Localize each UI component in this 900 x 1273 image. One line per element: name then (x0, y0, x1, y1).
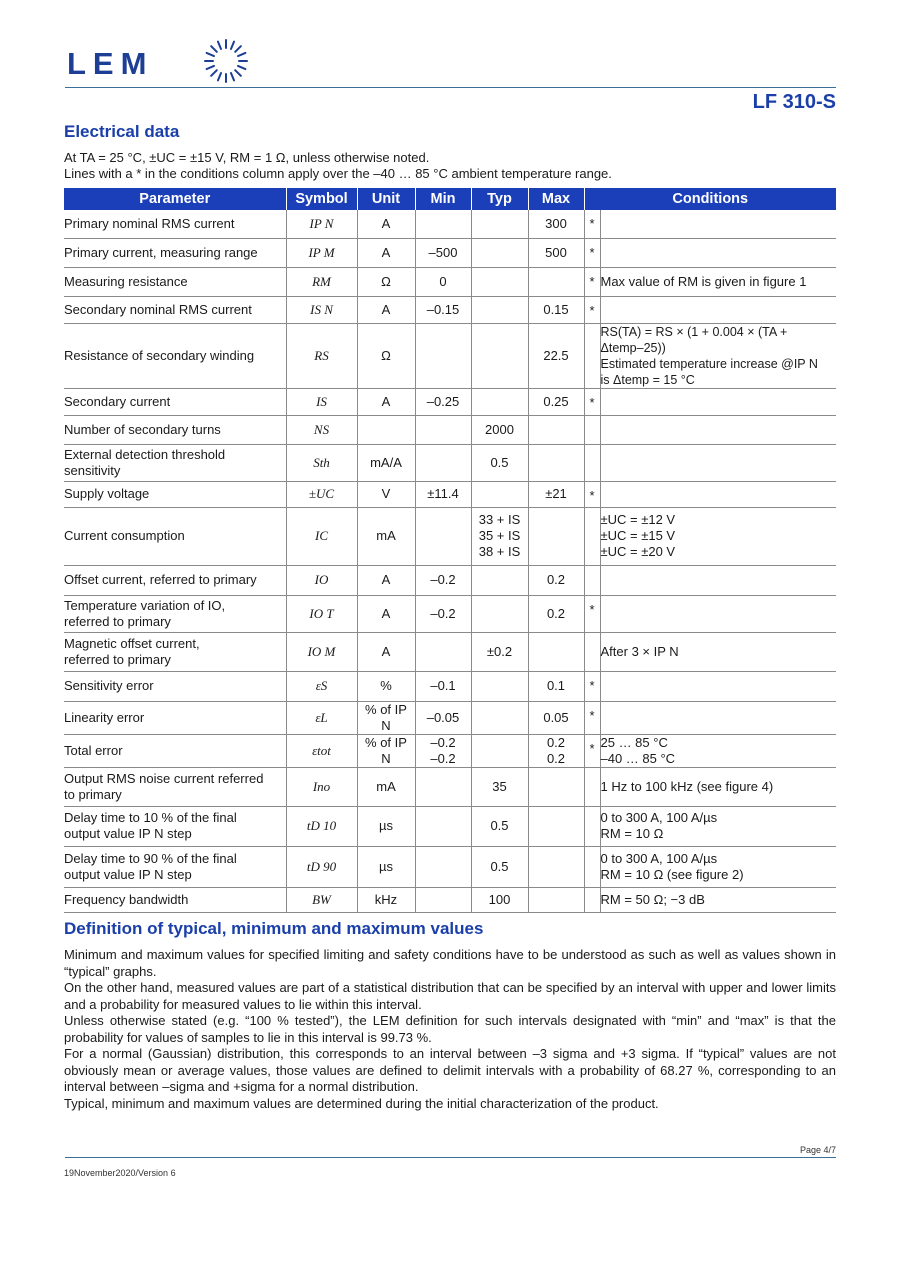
cell-parameter: Delay time to 10 % of the final output value IP N step (64, 806, 286, 846)
cell-max (528, 267, 584, 296)
cell-unit: mA/A (357, 444, 415, 481)
cell-typ: 100 (471, 887, 528, 912)
cell-symbol: NS (286, 415, 357, 444)
cell-max: 0.2 (528, 565, 584, 595)
cell-max: 0.1 (528, 671, 584, 701)
cell-min (415, 507, 471, 565)
table-row (64, 734, 836, 767)
cell-min: –0.2 (415, 595, 471, 632)
cell-min (415, 323, 471, 388)
cell-star: * (584, 388, 600, 415)
cell-unit: % (357, 671, 415, 701)
table-row (64, 887, 836, 912)
intro-line-1: At TA = 25 °C, ±UC = ±15 V, RM = 1 Ω, unless otherwise noted. (64, 150, 430, 165)
cell-star (584, 632, 600, 671)
cell-star: * (584, 595, 600, 632)
table-row (64, 846, 836, 887)
header-unit: Unit (357, 188, 415, 210)
table-row (64, 210, 836, 238)
cell-typ: 0.5 (471, 806, 528, 846)
table-row (64, 767, 836, 806)
cell-typ (471, 388, 528, 415)
cell-max: 22.5 (528, 323, 584, 388)
cell-conditions: ±UC = ±12 V ±UC = ±15 V ±UC = ±20 V (600, 507, 836, 565)
cell-typ (471, 296, 528, 323)
cell-min: –0.2 (415, 565, 471, 595)
table-row (64, 296, 836, 323)
cell-unit: µs (357, 806, 415, 846)
intro-text (64, 150, 612, 182)
sun-ray (235, 70, 241, 76)
electrical-data-table (64, 188, 836, 913)
cell-parameter: Current consumption (64, 507, 286, 565)
cell-unit: % of IP N (357, 734, 415, 767)
cell-min (415, 632, 471, 671)
cell-min (415, 846, 471, 887)
table-row (64, 701, 836, 734)
cell-min: –0.15 (415, 296, 471, 323)
cell-max: ±21 (528, 481, 584, 507)
cell-star (584, 767, 600, 806)
header-parameter: Parameter (64, 188, 286, 210)
cell-symbol: IP N (286, 210, 357, 238)
header-min: Min (415, 188, 471, 210)
cell-conditions (600, 701, 836, 734)
cell-min: –0.1 (415, 671, 471, 701)
definition-paragraph: Typical, minimum and maximum values are determined during the initial characterization of the product. (64, 1095, 659, 1111)
cell-conditions (600, 671, 836, 701)
cell-min (415, 210, 471, 238)
cell-min: –500 (415, 238, 471, 267)
cell-star: * (584, 734, 600, 767)
cell-typ (471, 238, 528, 267)
cell-unit: A (357, 210, 415, 238)
table-row (64, 565, 836, 595)
cell-typ (471, 323, 528, 388)
cell-parameter: Number of secondary turns (64, 415, 286, 444)
definition-paragraph: For a normal (Gaussian) distribution, this corresponds to an interval between –3 sigma and +3 sigma. If “typical” values are not obviously mean or average values, those values are defined to delimit intervals with a probability of 68.27 %, corresponding to an interval between –sigma and +sigma for a normal distribution. (64, 1046, 836, 1094)
cell-max: 500 (528, 238, 584, 267)
cell-symbol: BW (286, 887, 357, 912)
table-row (64, 632, 836, 671)
cell-parameter: Temperature variation of IO, referred to primary (64, 595, 286, 632)
sun-ray (218, 42, 221, 49)
cell-conditions: RS(TA) = RS × (1 + 0.004 × (TA + Δtemp–25)) Estimated temperature increase @IP N is Δtemp = 15 °C (600, 323, 836, 388)
sun-ray (211, 70, 217, 76)
cell-max (528, 415, 584, 444)
cell-star: * (584, 238, 600, 267)
cell-max (528, 507, 584, 565)
cell-min (415, 806, 471, 846)
cell-min (415, 444, 471, 481)
cell-max: 0.15 (528, 296, 584, 323)
header-conditions: Conditions (584, 188, 836, 210)
intro-line-2: Lines with a * in the conditions column apply over the –40 … 85 °C ambient temperature range. (64, 166, 612, 181)
sunburst-icon (203, 38, 249, 84)
cell-symbol: εtot (286, 734, 357, 767)
table-row (64, 444, 836, 481)
cell-star (584, 887, 600, 912)
cell-typ: 35 (471, 767, 528, 806)
cell-parameter: Secondary nominal RMS current (64, 296, 286, 323)
document-code: LF 310-S (752, 91, 836, 113)
cell-conditions (600, 210, 836, 238)
sun-ray (207, 66, 214, 69)
cell-min (415, 415, 471, 444)
cell-unit: kHz (357, 887, 415, 912)
cell-min: ±11.4 (415, 481, 471, 507)
cell-parameter: Measuring resistance (64, 267, 286, 296)
cell-star: * (584, 481, 600, 507)
cell-max (528, 887, 584, 912)
cell-parameter: Frequency bandwidth (64, 887, 286, 912)
cell-conditions (600, 296, 836, 323)
cell-star: * (584, 671, 600, 701)
cell-max (528, 444, 584, 481)
cell-star (584, 565, 600, 595)
cell-star: * (584, 296, 600, 323)
cell-unit: mA (357, 767, 415, 806)
cell-symbol: ±UC (286, 481, 357, 507)
cell-parameter: Offset current, referred to primary (64, 565, 286, 595)
cell-max: 0.25 (528, 388, 584, 415)
cell-max (528, 767, 584, 806)
sun-ray (211, 46, 217, 52)
cell-parameter: Delay time to 90 % of the final output value IP N step (64, 846, 286, 887)
cell-min (415, 767, 471, 806)
cell-parameter: Linearity error (64, 701, 286, 734)
cell-unit: Ω (357, 267, 415, 296)
header-typ: Typ (471, 188, 528, 210)
cell-symbol: tD 90 (286, 846, 357, 887)
cell-parameter: Magnetic offset current, referred to primary (64, 632, 286, 671)
cell-unit (357, 415, 415, 444)
cell-conditions: After 3 × IP N (600, 632, 836, 671)
table-body (64, 210, 836, 912)
cell-typ: ±0.2 (471, 632, 528, 671)
cell-symbol: IO (286, 565, 357, 595)
cell-unit: A (357, 595, 415, 632)
logo-wordmark: LEM (67, 46, 154, 81)
cell-unit: A (357, 632, 415, 671)
cell-symbol: IC (286, 507, 357, 565)
header-max: Max (528, 188, 584, 210)
cell-star (584, 507, 600, 565)
definition-paragraph: On the other hand, measured values are part of a statistical distribution that can be specified by an interval with upper and lower limits and a probability for measured values to lie within this interval. (64, 980, 836, 1012)
cell-min (415, 887, 471, 912)
sun-ray (218, 73, 221, 80)
cell-max: 0.05 (528, 701, 584, 734)
sun-ray (207, 53, 214, 56)
cell-conditions (600, 388, 836, 415)
cell-star: * (584, 701, 600, 734)
cell-max (528, 846, 584, 887)
cell-symbol: IP M (286, 238, 357, 267)
cell-conditions: 25 … 85 °C –40 … 85 °C (600, 734, 836, 767)
table-row (64, 507, 836, 565)
cell-unit: % of IP N (357, 701, 415, 734)
cell-typ: 33 + IS 35 + IS 38 + IS (471, 507, 528, 565)
cell-conditions (600, 565, 836, 595)
definitions-text (64, 947, 836, 1112)
cell-typ (471, 671, 528, 701)
cell-conditions: RM = 50 Ω; −3 dB (600, 887, 836, 912)
cell-symbol: εL (286, 701, 357, 734)
section-title-definitions: Definition of typical, minimum and maximum values (64, 919, 484, 938)
page-number: Page 4/7 (799, 1145, 836, 1155)
cell-conditions: 1 Hz to 100 kHz (see figure 4) (600, 767, 836, 806)
cell-conditions (600, 481, 836, 507)
cell-conditions: 0 to 300 A, 100 A/µs RM = 10 Ω (see figure 2) (600, 846, 836, 887)
table-row (64, 671, 836, 701)
cell-typ: 0.5 (471, 444, 528, 481)
cell-typ: 2000 (471, 415, 528, 444)
cell-parameter: Secondary current (64, 388, 286, 415)
cell-min: –0.2 –0.2 (415, 734, 471, 767)
cell-conditions: 0 to 300 A, 100 A/µs RM = 10 Ω (600, 806, 836, 846)
cell-typ: 0.5 (471, 846, 528, 887)
table-row (64, 323, 836, 388)
cell-typ (471, 481, 528, 507)
cell-conditions (600, 238, 836, 267)
cell-star (584, 846, 600, 887)
cell-symbol: IS (286, 388, 357, 415)
cell-symbol: εS (286, 671, 357, 701)
cell-max: 0.2 (528, 595, 584, 632)
cell-typ (471, 565, 528, 595)
cell-symbol: RM (286, 267, 357, 296)
cell-parameter: Sensitivity error (64, 671, 286, 701)
cell-typ (471, 267, 528, 296)
cell-min: –0.25 (415, 388, 471, 415)
sun-ray (231, 73, 234, 80)
table-row (64, 267, 836, 296)
cell-conditions (600, 415, 836, 444)
cell-unit: µs (357, 846, 415, 887)
cell-min: –0.05 (415, 701, 471, 734)
cell-unit: mA (357, 507, 415, 565)
cell-symbol: Sth (286, 444, 357, 481)
cell-min: 0 (415, 267, 471, 296)
cell-conditions (600, 595, 836, 632)
cell-typ (471, 595, 528, 632)
definition-paragraph: Minimum and maximum values for specified limiting and safety conditions have to be understood as such as well as values shown in “typical” graphs. (64, 947, 836, 979)
sun-ray (238, 66, 245, 69)
sun-ray (231, 42, 234, 49)
table-row (64, 481, 836, 507)
cell-typ (471, 701, 528, 734)
table-row (64, 388, 836, 415)
cell-star (584, 444, 600, 481)
table-row (64, 595, 836, 632)
cell-symbol: Ino (286, 767, 357, 806)
cell-parameter: Supply voltage (64, 481, 286, 507)
cell-conditions: Max value of RM is given in figure 1 (600, 267, 836, 296)
header-symbol: Symbol (286, 188, 357, 210)
cell-parameter: Primary current, measuring range (64, 238, 286, 267)
cell-typ (471, 734, 528, 767)
cell-parameter: Total error (64, 734, 286, 767)
cell-symbol: tD 10 (286, 806, 357, 846)
definition-paragraph: Unless otherwise stated (e.g. “100 % tested”), the LEM definition for such intervals designated with “min” and “max” is that the probability for values of samples to lie in this interval is 99.73 %. (64, 1013, 836, 1045)
cell-star (584, 415, 600, 444)
cell-unit: A (357, 296, 415, 323)
cell-unit: A (357, 388, 415, 415)
cell-symbol: IO M (286, 632, 357, 671)
cell-parameter: External detection threshold sensitivity (64, 444, 286, 481)
cell-unit: A (357, 238, 415, 267)
cell-max (528, 806, 584, 846)
header-rule (65, 87, 836, 88)
cell-symbol: RS (286, 323, 357, 388)
table-header-row (64, 188, 836, 210)
cell-symbol: IO T (286, 595, 357, 632)
cell-star (584, 806, 600, 846)
cell-star: * (584, 210, 600, 238)
cell-unit: A (357, 565, 415, 595)
cell-unit: Ω (357, 323, 415, 388)
sun-ray (238, 53, 245, 56)
section-title-electrical-data: Electrical data (64, 122, 180, 141)
cell-unit: V (357, 481, 415, 507)
table-row (64, 238, 836, 267)
cell-typ (471, 210, 528, 238)
version-date: 19November2020/Version 6 (64, 1168, 176, 1178)
cell-conditions (600, 444, 836, 481)
cell-symbol: IS N (286, 296, 357, 323)
cell-max (528, 632, 584, 671)
table-row (64, 415, 836, 444)
cell-parameter: Primary nominal RMS current (64, 210, 286, 238)
footer-rule (65, 1157, 836, 1158)
cell-star: * (584, 267, 600, 296)
cell-parameter: Resistance of secondary winding (64, 323, 286, 388)
cell-parameter: Output RMS noise current referred to primary (64, 767, 286, 806)
sun-ray (235, 46, 241, 52)
cell-star (584, 323, 600, 388)
cell-max: 300 (528, 210, 584, 238)
cell-max: 0.2 0.2 (528, 734, 584, 767)
table-row (64, 806, 836, 846)
